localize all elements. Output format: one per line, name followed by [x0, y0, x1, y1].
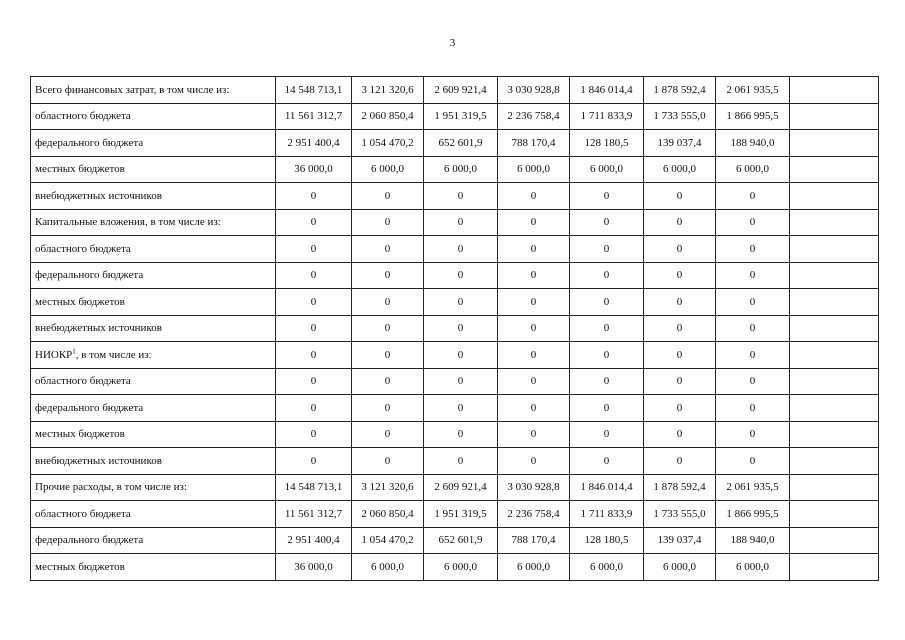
table-cell: [790, 421, 879, 448]
table-row: [31, 342, 879, 369]
table-cell: 14 548 713,1: [276, 474, 352, 501]
table-cell: [790, 474, 879, 501]
table-row: [31, 448, 879, 475]
table-cell: [790, 448, 879, 475]
table-cell: 1 866 995,5: [716, 501, 790, 528]
row-label-text: местных бюджетов: [35, 295, 125, 308]
row-label: [31, 368, 276, 395]
row-label: [31, 474, 276, 501]
table-cell: 0: [570, 315, 644, 342]
table-row: [31, 262, 879, 289]
table-cell: 0: [276, 183, 352, 210]
row-label: [31, 395, 276, 422]
row-label: [31, 554, 276, 581]
table-cell: 139 037,4: [644, 527, 716, 554]
table-row: [31, 474, 879, 501]
table-cell: 0: [716, 209, 790, 236]
table-cell: 0: [424, 183, 498, 210]
table-cell: 0: [644, 289, 716, 316]
table-cell: [790, 236, 879, 263]
table-cell: 1 054 470,2: [352, 130, 424, 157]
table-cell: 0: [276, 209, 352, 236]
table-cell: 0: [570, 236, 644, 263]
row-label-text: Всего финансовых затрат, в том числе из:: [35, 83, 230, 96]
table-cell: 0: [276, 342, 352, 369]
row-label: [31, 209, 276, 236]
table-cell: 0: [498, 421, 570, 448]
row-label-text: внебюджетных источников: [35, 322, 162, 335]
table-cell: 0: [716, 368, 790, 395]
row-label: [31, 130, 276, 157]
table-cell: [790, 527, 879, 554]
row-label: [31, 156, 276, 183]
table-cell: 0: [424, 368, 498, 395]
table-cell: [790, 501, 879, 528]
table-cell: [790, 368, 879, 395]
table-cell: 0: [498, 395, 570, 422]
footnote-marker: 1: [72, 347, 76, 356]
table-cell: 0: [498, 342, 570, 369]
table-cell: 0: [352, 342, 424, 369]
table-cell: 0: [644, 421, 716, 448]
table-cell: 128 180,5: [570, 527, 644, 554]
table-cell: 0: [716, 342, 790, 369]
table-cell: 6 000,0: [644, 554, 716, 581]
table-cell: 36 000,0: [276, 156, 352, 183]
page-number: 3: [449, 37, 456, 49]
row-label: [31, 77, 276, 104]
table-cell: 6 000,0: [498, 156, 570, 183]
table-cell: 0: [644, 368, 716, 395]
table-cell: 0: [352, 368, 424, 395]
table-cell: 2 236 758,4: [498, 103, 570, 130]
table-cell: 1 866 995,5: [716, 103, 790, 130]
table-cell: 652 601,9: [424, 527, 498, 554]
table-cell: 6 000,0: [644, 156, 716, 183]
table-cell: 1 054 470,2: [352, 527, 424, 554]
row-label: [31, 289, 276, 316]
table-cell: [790, 554, 879, 581]
table-row: [31, 103, 879, 130]
table-cell: 0: [716, 448, 790, 475]
table-row: [31, 395, 879, 422]
table-cell: 0: [352, 183, 424, 210]
table-cell: 0: [352, 395, 424, 422]
table-cell: 1 878 592,4: [644, 77, 716, 104]
row-label-text: федерального бюджета: [35, 401, 144, 414]
row-label: [31, 103, 276, 130]
table-cell: 1 878 592,4: [644, 474, 716, 501]
table-cell: 0: [352, 209, 424, 236]
table-cell: 0: [352, 289, 424, 316]
table-cell: 652 601,9: [424, 130, 498, 157]
table-cell: 3 121 320,6: [352, 77, 424, 104]
table-cell: 0: [498, 315, 570, 342]
table-cell: [790, 262, 879, 289]
table-cell: 0: [644, 342, 716, 369]
row-label: [31, 236, 276, 263]
table-cell: 1 951 319,5: [424, 103, 498, 130]
row-label: [31, 421, 276, 448]
table-cell: [790, 289, 879, 316]
table-cell: 2 060 850,4: [352, 501, 424, 528]
table-cell: 0: [644, 209, 716, 236]
table-cell: 0: [498, 448, 570, 475]
table-cell: 0: [276, 395, 352, 422]
row-label: [31, 342, 276, 369]
table-row: [31, 130, 879, 157]
table-row: [31, 368, 879, 395]
table-cell: 0: [352, 421, 424, 448]
table-cell: 0: [424, 421, 498, 448]
table-cell: 0: [644, 395, 716, 422]
row-label-text: местных бюджетов: [35, 560, 125, 573]
table-cell: 0: [644, 262, 716, 289]
table-row: [31, 527, 879, 554]
table-cell: 6 000,0: [716, 554, 790, 581]
table-cell: 2 061 935,5: [716, 77, 790, 104]
table-cell: 0: [570, 448, 644, 475]
table-cell: 0: [424, 209, 498, 236]
row-label-text: НИОКР: [35, 348, 73, 361]
table-row: [31, 289, 879, 316]
table-cell: 6 000,0: [424, 554, 498, 581]
table-cell: 0: [276, 421, 352, 448]
table-cell: 0: [352, 236, 424, 263]
table-cell: 2 609 921,4: [424, 474, 498, 501]
table-cell: 0: [498, 289, 570, 316]
table-cell: 0: [424, 342, 498, 369]
table-cell: 0: [276, 368, 352, 395]
table-cell: 1 711 833,9: [570, 103, 644, 130]
row-label-suffix: , в том числе из:: [75, 348, 152, 361]
table-cell: 0: [498, 262, 570, 289]
table-row: [31, 554, 879, 581]
row-label-text: федерального бюджета: [35, 534, 144, 547]
table-cell: 139 037,4: [644, 130, 716, 157]
table-cell: 0: [276, 262, 352, 289]
row-label-text: Капитальные вложения, в том числе из:: [35, 216, 221, 229]
table-cell: 0: [424, 236, 498, 263]
table-cell: [790, 183, 879, 210]
row-label-text: внебюджетных источников: [35, 189, 162, 202]
table-cell: 128 180,5: [570, 130, 644, 157]
row-label: [31, 448, 276, 475]
table-cell: 0: [424, 395, 498, 422]
table-row: [31, 156, 879, 183]
table-cell: 0: [498, 368, 570, 395]
table-cell: 36 000,0: [276, 554, 352, 581]
table-cell: 6 000,0: [570, 156, 644, 183]
table-cell: 1 951 319,5: [424, 501, 498, 528]
row-label: [31, 501, 276, 528]
table-cell: 0: [644, 236, 716, 263]
table-cell: [790, 315, 879, 342]
row-label-text: местных бюджетов: [35, 428, 125, 441]
table-row: [31, 209, 879, 236]
table-row: [31, 421, 879, 448]
table-cell: 0: [570, 368, 644, 395]
table-cell: [790, 342, 879, 369]
table-cell: 0: [570, 262, 644, 289]
table-cell: 1 846 014,4: [570, 474, 644, 501]
table-cell: 1 733 555,0: [644, 501, 716, 528]
table-cell: 3 121 320,6: [352, 474, 424, 501]
table-cell: [790, 395, 879, 422]
table-cell: 0: [498, 183, 570, 210]
table-cell: 788 170,4: [498, 130, 570, 157]
table-cell: 2 061 935,5: [716, 474, 790, 501]
table-cell: 0: [644, 315, 716, 342]
table-cell: 0: [570, 395, 644, 422]
table-cell: 0: [498, 209, 570, 236]
row-label-text: внебюджетных источников: [35, 454, 162, 467]
table-cell: 0: [716, 315, 790, 342]
table-cell: 6 000,0: [570, 554, 644, 581]
table-cell: 0: [424, 448, 498, 475]
row-label-text: областного бюджета: [35, 507, 131, 520]
row-label-text: областного бюджета: [35, 242, 131, 255]
table-cell: 0: [276, 315, 352, 342]
table-cell: 0: [570, 342, 644, 369]
table-cell: 3 030 928,8: [498, 474, 570, 501]
row-label-text: федерального бюджета: [35, 269, 144, 282]
row-label: [31, 262, 276, 289]
table-row: [31, 315, 879, 342]
row-label: [31, 183, 276, 210]
table-cell: 0: [276, 236, 352, 263]
table-cell: 14 548 713,1: [276, 77, 352, 104]
table-cell: 188 940,0: [716, 527, 790, 554]
table-cell: 0: [424, 315, 498, 342]
table-cell: 188 940,0: [716, 130, 790, 157]
row-label-text: Прочие расходы, в том числе из:: [35, 481, 187, 494]
table-cell: 6 000,0: [352, 156, 424, 183]
table-cell: 6 000,0: [716, 156, 790, 183]
table-cell: 0: [570, 289, 644, 316]
table-row: [31, 77, 879, 104]
table-cell: 1 846 014,4: [570, 77, 644, 104]
table-cell: 11 561 312,7: [276, 103, 352, 130]
financing-table: [30, 76, 879, 581]
table-cell: 0: [644, 448, 716, 475]
table-cell: 6 000,0: [498, 554, 570, 581]
table-cell: 11 561 312,7: [276, 501, 352, 528]
table-cell: 0: [716, 289, 790, 316]
row-label-text: областного бюджета: [35, 375, 131, 388]
row-label-text: местных бюджетов: [35, 163, 125, 176]
table-cell: 0: [716, 236, 790, 263]
table-cell: 2 951 400,4: [276, 527, 352, 554]
table-cell: 0: [716, 421, 790, 448]
table-cell: 0: [276, 289, 352, 316]
table-cell: 2 951 400,4: [276, 130, 352, 157]
row-label-text: федерального бюджета: [35, 136, 144, 149]
table-cell: 0: [352, 315, 424, 342]
table-cell: 0: [352, 262, 424, 289]
table-cell: 0: [716, 183, 790, 210]
table-cell: 0: [352, 448, 424, 475]
table-cell: 2 060 850,4: [352, 103, 424, 130]
row-label: [31, 315, 276, 342]
table-cell: 2 609 921,4: [424, 77, 498, 104]
table-row: [31, 501, 879, 528]
table-cell: 2 236 758,4: [498, 501, 570, 528]
table-cell: 6 000,0: [424, 156, 498, 183]
row-label: [31, 527, 276, 554]
table-cell: 0: [276, 448, 352, 475]
table-cell: 1 733 555,0: [644, 103, 716, 130]
table-cell: [790, 103, 879, 130]
table-cell: 0: [424, 289, 498, 316]
table-cell: [790, 77, 879, 104]
table-cell: 0: [716, 395, 790, 422]
table-cell: 0: [570, 209, 644, 236]
table-cell: [790, 209, 879, 236]
table-cell: 0: [644, 183, 716, 210]
table-cell: 788 170,4: [498, 527, 570, 554]
table-row: [31, 183, 879, 210]
table-row: [31, 236, 879, 263]
table-cell: 0: [570, 421, 644, 448]
row-label-text: областного бюджета: [35, 110, 131, 123]
table-cell: 0: [424, 262, 498, 289]
table-cell: 6 000,0: [352, 554, 424, 581]
table-cell: [790, 156, 879, 183]
table-cell: [790, 130, 879, 157]
table-cell: 0: [570, 183, 644, 210]
table-cell: 0: [716, 262, 790, 289]
table-cell: 3 030 928,8: [498, 77, 570, 104]
table-cell: 0: [498, 236, 570, 263]
table-cell: 1 711 833,9: [570, 501, 644, 528]
